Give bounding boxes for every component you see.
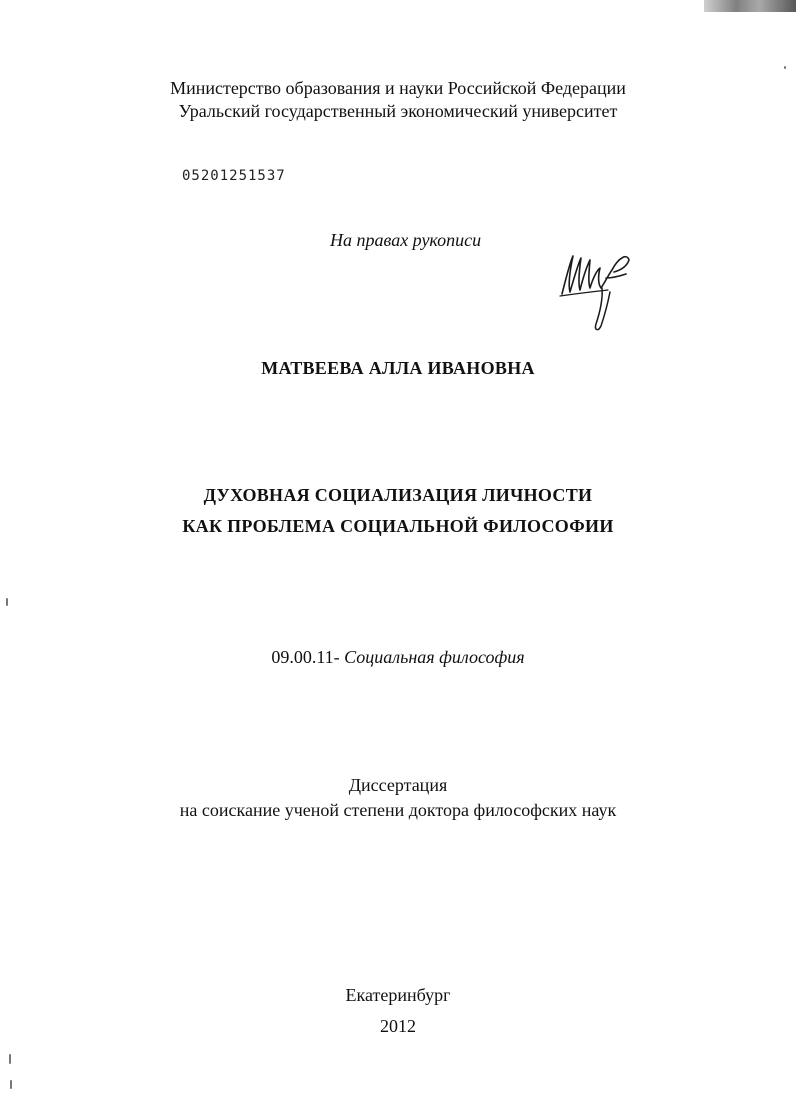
scan-artifact [704,0,796,12]
scan-speck [6,598,8,606]
degree-line: на соискание ученой степени доктора философских наук [179,800,617,820]
title-line-2: КАК ПРОБЛЕМА СОЦИАЛЬНОЙ ФИЛОСОФИИ [182,516,614,536]
registry-code: 05201251537 [182,168,286,184]
city: Екатеринбург [345,985,451,1005]
specialty [0,647,796,668]
specialty-name: Социальная философия [344,647,525,667]
rights-note: На правах рукописи [330,230,482,250]
handwritten-signature [556,248,646,336]
year: 2012 [380,1016,416,1036]
author-name: МАТВЕЕВА АЛЛА ИВАНОВНА [261,358,535,378]
specialty-code: 09.00.11- [271,647,340,667]
scan-speck [10,1080,12,1089]
ministry-name: Министерство образования и науки Российской Федерации [170,78,626,98]
university-name: Уральский государственный экономический университет [178,101,618,121]
scan-speck [784,66,786,69]
title-line-1: ДУХОВНАЯ СОЦИАЛИЗАЦИЯ ЛИЧНОСТИ [203,485,593,505]
scan-speck [9,1054,11,1064]
dissertation-label: Диссертация [348,775,448,795]
